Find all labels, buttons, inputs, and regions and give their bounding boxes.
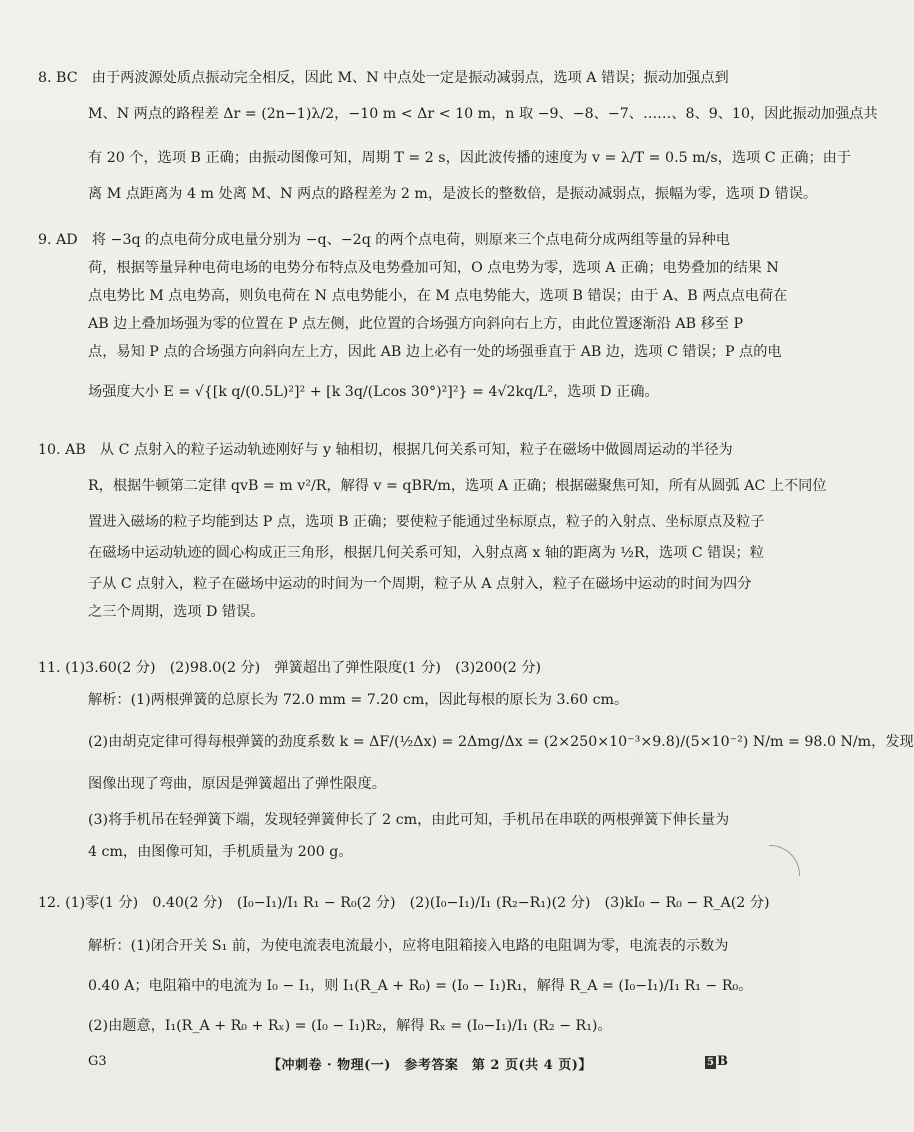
- answer-line: 置进入磁场的粒子均能到达 P 点，选项 B 正确；要使粒子能通过坐标原点，粒子的入射点、坐标原点及粒子: [88, 514, 765, 530]
- version-mark-box: 5: [707, 1057, 714, 1068]
- version-mark-letter: B: [717, 1054, 728, 1069]
- answer-line: 点，易知 P 点的合场强方向斜向左上方，因此 AB 边上必有一处的场强垂直于 AB 边，选项 C 错误；P 点的电: [88, 344, 782, 360]
- page-footer: [88, 1052, 728, 1076]
- answer-line: 0.40 A；电阻箱中的电流为 I₀ − I₁，则 I₁(R_A + R₀) = (I₀ − I₁)R₁，解得 R_A = (I₀−I₁)/I₁ R₁ − R₀。: [88, 978, 753, 994]
- answer-line: 点电势比 M 点电势高，则负电荷在 N 点电势能小，在 M 点电势能大，选项 B 错误；由于 A、B 两点点电荷在: [88, 288, 788, 304]
- answer-line: (2)由题意，I₁(R_A + R₀ + Rₓ) = (I₀ − I₁)R₂，解得 Rₓ = (I₀−I₁)/I₁ (R₂ − R₁)。: [88, 1018, 612, 1034]
- answer-q12: [38, 880, 770, 1046]
- version-mark: [705, 1054, 728, 1069]
- exam-code: G3: [88, 1054, 107, 1069]
- answer-line: 4 cm，由图像可知，手机质量为 200 g。: [88, 844, 353, 860]
- answer-line: 场强度大小 E = √{[k q/(0.5L)²]² + [k 3q/(Lcos 30°)²]²} = 4√2kq/L²，选项 D 正确。: [88, 384, 659, 400]
- answer-line: M、N 两点的路程差 Δr = (2n−1)λ/2，−10 m < Δr < 10 m，n 取 −9、−8、−7、……、8、9、10，因此振动加强点共: [88, 106, 878, 122]
- answer-line: R，根据牛顿第二定律 qvB = m v²/R，解得 v = qBR/m，选项 A 正确；根据磁聚焦可知，所有从圆弧 AC 上不同位: [88, 478, 827, 494]
- answer-line: 有 20 个，选项 B 正确；由振动图像可知，周期 T = 2 s，因此波传播的速度为 v = λ/T = 0.5 m/s，选项 C 正确；由于: [88, 150, 852, 166]
- answer-line: 10. AB 从 C 点射入的粒子运动轨迹刚好与 y 轴相切，根据几何关系可知，粒子在磁场中做圆周运动的半径为: [38, 442, 733, 458]
- answer-line: 子从 C 点射入，粒子在磁场中运动的时间为一个周期，粒子从 A 点射入，粒子在磁场中运动的时间为四分: [88, 576, 752, 592]
- footer-title: 【冲刺卷 · 物理(一) 参考答案 第 2 页(共 4 页)】: [268, 1058, 592, 1073]
- answer-line: 8. BC 由于两波源处质点振动完全相反，因此 M、N 中点处一定是振动减弱点，选项 A 错误；振动加强点到: [38, 70, 729, 86]
- answer-line: (2)由胡克定律可得每根弹簧的劲度系数 k = ΔF/(½Δx) = 2Δmg/Δx = (2×250×10⁻³×9.8)/(5×10⁻²) N/m = 98.0 N/m，发现: [88, 734, 914, 750]
- answer-line: 之三个周期，选项 D 错误。: [88, 604, 265, 620]
- answer-line: 11. (1)3.60(2 分) (2)98.0(2 分) 弹簧超出了弹性限度(1 分) (3)200(2 分): [38, 660, 542, 676]
- answer-line: AB 边上叠加场强为零的位置在 P 点左侧，此位置的合场强方向斜向右上方，由此位置逐渐沿 AB 移至 P: [88, 316, 743, 332]
- answer-line: (3)将手机吊在轻弹簧下端，发现轻弹簧伸长了 2 cm，由此可知，手机吊在串联的两根弹簧下伸长量为: [88, 812, 730, 828]
- answer-q11: [38, 654, 914, 866]
- answer-line: 在磁场中运动轨迹的圆心构成正三角形，根据几何关系可知，入射点离 x 轴的距离为 ½R，选项 C 错误；粒: [88, 545, 764, 561]
- answer-q8: [38, 64, 878, 208]
- scan-fold-mark: [769, 845, 800, 876]
- answer-line: 荷，根据等量异种电荷电场的电势分布特点及电势叠加可知，O 点电势为零，选项 A 正确；电势叠加的结果 N: [88, 260, 779, 276]
- answer-q9: [38, 226, 788, 418]
- answer-line: 9. AD 将 −3q 的点电荷分成电量分别为 −q、−2q 的两个点电荷，则原来三个点电荷分成两组等量的异种电: [38, 232, 730, 248]
- answer-line: 解析：(1)闭合开关 S₁ 前，为使电流表电流最小，应将电阻箱接入电路的电阻调为零，电流表的示数为: [88, 938, 729, 954]
- answer-line: 离 M 点距离为 4 m 处离 M、N 两点的路程差为 2 m，是波长的整数倍，是振动减弱点，振幅为零，选项 D 错误。: [88, 186, 818, 202]
- answer-q10: [38, 436, 827, 626]
- answer-line: 解析：(1)两根弹簧的总原长为 72.0 mm = 7.20 cm，因此每根的原长为 3.60 cm。: [88, 692, 629, 708]
- answer-line: 12. (1)零(1 分) 0.40(2 分) (I₀−I₁)/I₁ R₁ − R₀(2 分) (2)(I₀−I₁)/I₁ (R₂−R₁)(2 分) (3)kI₀ − R₀ − R_A(2 分): [38, 895, 770, 911]
- answer-line: 图像出现了弯曲，原因是弹簧超出了弹性限度。: [88, 776, 386, 792]
